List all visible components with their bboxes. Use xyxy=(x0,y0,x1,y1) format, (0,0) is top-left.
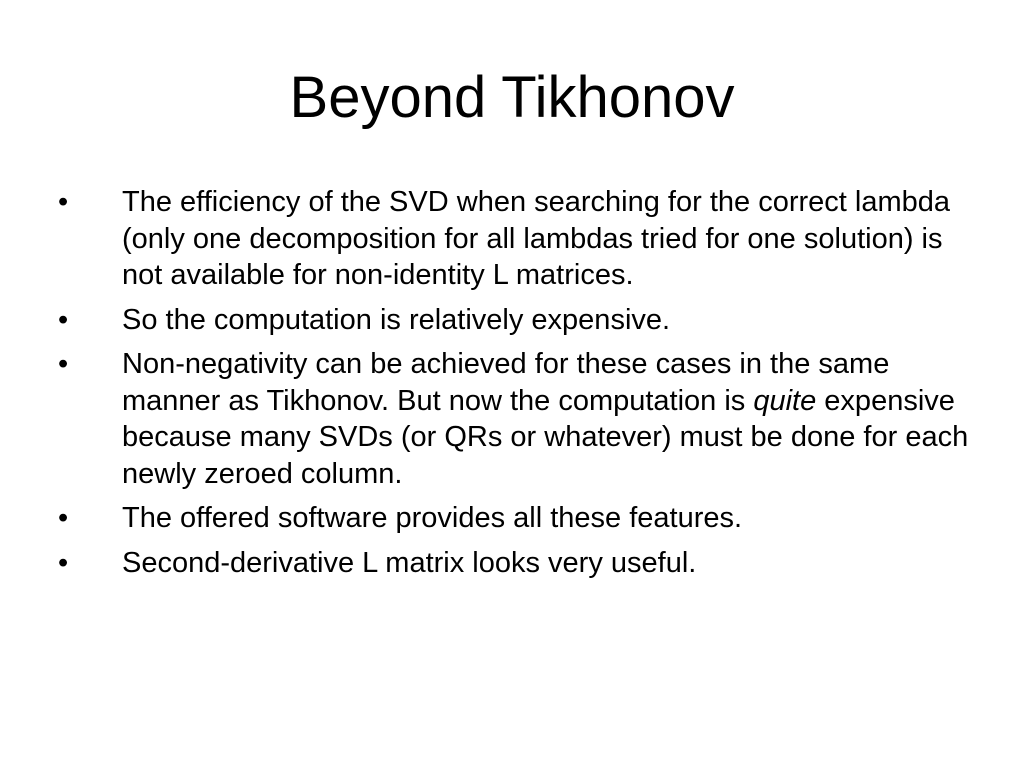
emphasis-text: quite xyxy=(753,384,817,417)
slide-title: Beyond Tikhonov xyxy=(289,65,735,130)
bullet-item-svd-efficiency xyxy=(58,184,978,294)
bullet-icon: • xyxy=(58,348,69,380)
bullet-text: The offered software provides all these features. xyxy=(122,502,743,534)
bullet-text xyxy=(122,348,968,490)
bullet-item-non-negativity xyxy=(58,346,978,492)
bullet-icon: • xyxy=(58,546,69,579)
bullet-text: Second-derivative L matrix looks very useful. xyxy=(122,546,697,579)
bullet-icon: • xyxy=(58,186,69,218)
bullet-text: So the computation is relatively expensive. xyxy=(122,303,671,336)
bullet-list xyxy=(58,184,978,589)
bullet-item-software-features xyxy=(58,500,978,537)
bullet-item-second-derivative xyxy=(58,545,978,582)
bullet-icon: • xyxy=(58,502,69,534)
bullet-text-part: Non-negativity can be achieved for these cases in the same manner as Tikhonov. But now the computation is xyxy=(122,348,890,417)
bullet-item-computation-expensive xyxy=(58,302,978,339)
bullet-text: The efficiency of the SVD when searching for the correct lambda (only one decomposition for all lambdas tried for one solution) is not available for non-identity L matrices. xyxy=(122,186,951,291)
bullet-text-part: expensive because many SVDs (or QRs or whatever) must be done for each newly zeroed column. xyxy=(122,384,969,490)
bullet-icon: • xyxy=(58,303,69,336)
